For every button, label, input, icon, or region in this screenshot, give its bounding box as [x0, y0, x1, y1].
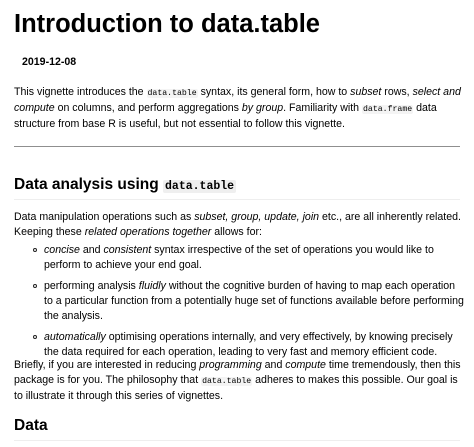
paragraph-text: Briefly, if you are interested in reducing [14, 359, 200, 371]
heading-underline [14, 440, 460, 441]
item-text: and [79, 244, 104, 256]
intro-text: syntax, its general form, how to [197, 86, 351, 98]
paragraph-emphasis: compute [285, 359, 326, 371]
paragraph-text: allows for: [211, 226, 262, 238]
intro-text: . Familiarity with [283, 102, 363, 114]
inline-code: data.frame [363, 105, 413, 114]
intro-text: on columns, and perform aggregations [54, 102, 242, 114]
summary-paragraph [14, 358, 464, 404]
intro-emphasis: subset [350, 86, 382, 98]
benefits-list [14, 243, 464, 366]
inline-code: data.table [147, 89, 197, 98]
intro-emphasis: select and compute [14, 86, 461, 114]
bullet-circle-icon [33, 248, 37, 252]
inline-code: data.table [202, 377, 252, 386]
heading-underline [14, 199, 460, 200]
section-heading-data: Data [14, 417, 48, 434]
heading-text: Data analysis using [14, 176, 164, 193]
paragraph-emphasis: programming [199, 359, 262, 371]
item-emphasis: consistent [103, 244, 152, 256]
section-paragraph [14, 210, 464, 240]
bullet-circle-icon [33, 284, 37, 288]
list-item [14, 279, 464, 324]
heading-code: data.table [165, 180, 235, 193]
item-text: syntax irrespective of the set of operations you would like to perform to achieve your end goal. [44, 244, 434, 271]
intro-text: This vignette introduces the [14, 86, 147, 98]
horizontal-rule [14, 146, 460, 147]
item-text: without the cognitive burden of having to map each operation to a particular function from a potentially huge set of functions available before performing the analysis. [44, 280, 464, 322]
item-emphasis: fluidly [138, 280, 166, 292]
item-emphasis: automatically [44, 331, 106, 343]
paragraph-text: Data manipulation operations such as [14, 211, 195, 223]
intro-text: rows, [381, 86, 413, 98]
bullet-circle-icon [33, 335, 37, 339]
intro-text: data structure from base R is useful, but not essential to follow this vignette. [14, 102, 437, 130]
intro-emphasis: by group [241, 102, 284, 114]
page-title: Introduction to data.table [14, 10, 320, 38]
paragraph-emphasis: related operations together [84, 226, 212, 238]
intro-paragraph [14, 85, 464, 132]
paragraph-emphasis: subset, group, update, join [194, 211, 320, 223]
paragraph-text: adheres to makes this possible. Our goal is to illustrate it through this series of vignettes. [14, 374, 458, 402]
item-emphasis: concise [44, 244, 80, 256]
item-text: optimising operations internally, and very effectively, by knowing precisely the data required for each operation, leading to very fast and memory efficient code. [44, 331, 453, 358]
paragraph-text: and [261, 359, 286, 371]
list-item [14, 330, 464, 360]
list-item [14, 243, 464, 273]
section-heading-data-analysis [14, 175, 236, 197]
paragraph-text: time tremendously, then this package is for you. The philosophy that [14, 359, 461, 386]
paragraph-text: etc., are all inherently related. Keeping these [14, 211, 461, 238]
date-stamp: 2019-12-08 [22, 56, 77, 68]
item-text: performing analysis [44, 280, 139, 292]
